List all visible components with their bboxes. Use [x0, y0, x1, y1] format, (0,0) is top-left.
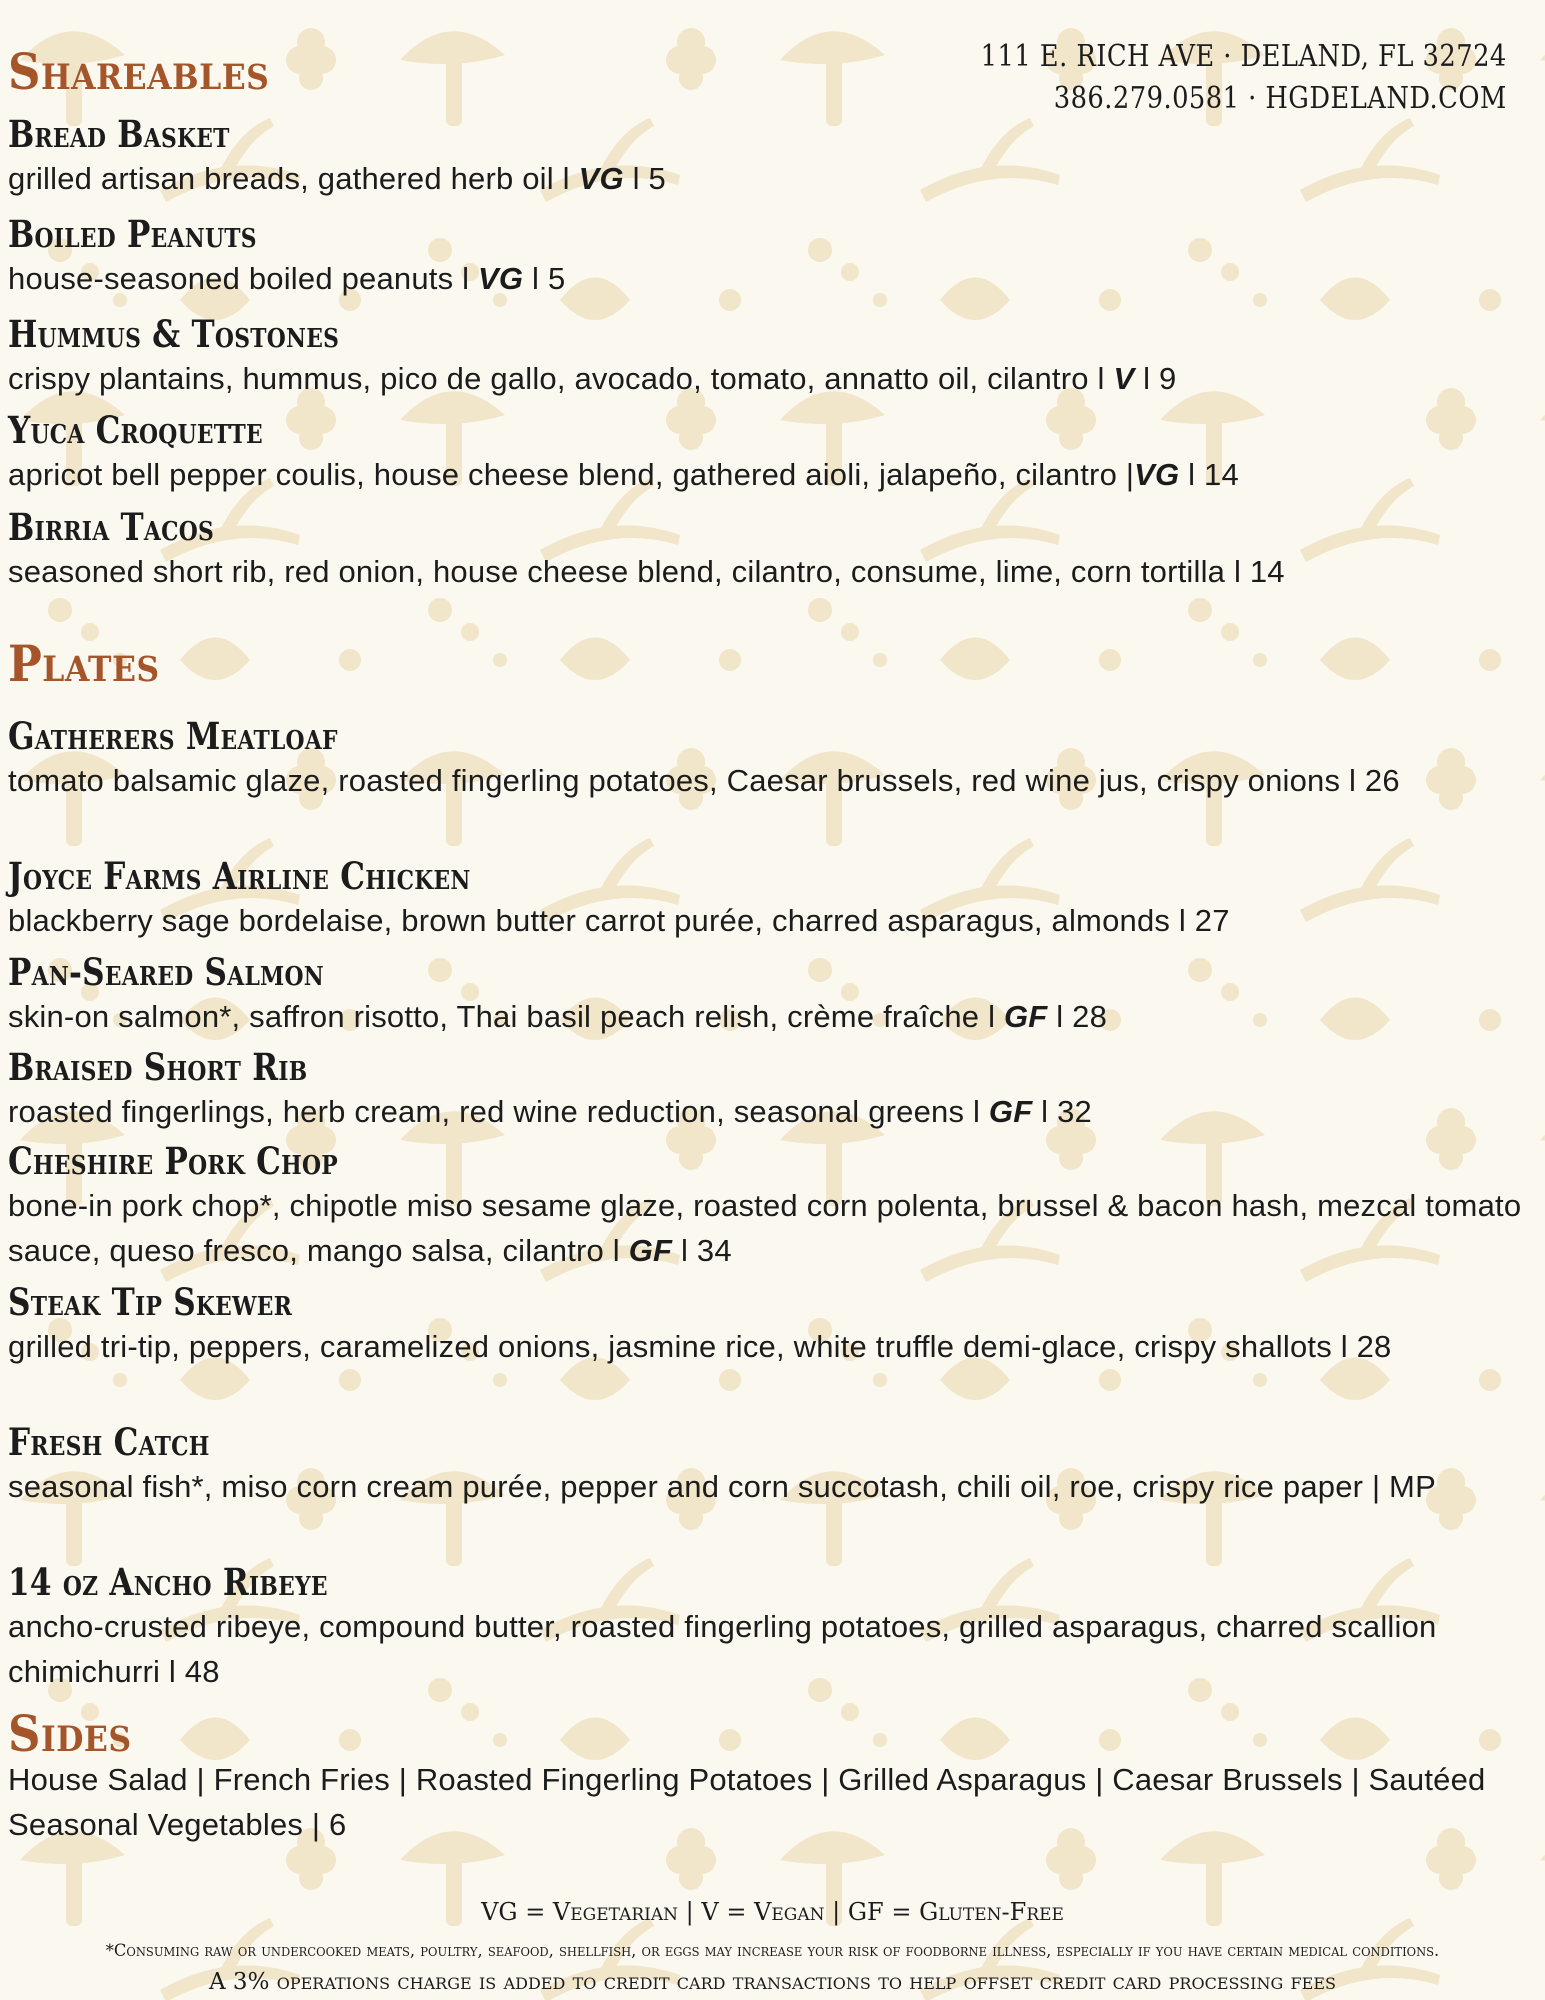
item-description: roasted fingerlings, herb cream, red wine reduction, seasonal greens l GF l 32: [8, 1094, 1092, 1129]
item-description: blackberry sage bordelaise, brown butter carrot purée, charred asparagus, almonds l 27: [8, 903, 1230, 938]
item-description: crispy plantains, hummus, pico de gallo, avocado, tomato, annatto oil, cilantro l V l 9: [8, 361, 1177, 396]
diet-tag: VG: [578, 161, 624, 196]
menu-item: [8, 312, 1538, 401]
credit-card-fee-notice: A 3% operations charge is added to credit card transactions to help offset credit card processing fees: [209, 1969, 1336, 1995]
item-name: Cheshire Pork Chop: [8, 1139, 338, 1183]
item-name: Joyce Farms Airline Chicken: [8, 854, 471, 898]
item-description: grilled artisan breads, gathered herb oil l VG l 5: [8, 161, 666, 196]
menu-item: [8, 1139, 1538, 1273]
diet-tag: GF: [1003, 999, 1048, 1034]
item-description: bone-in pork chop*, chipotle miso sesame glaze, roasted corn polenta, brussel & bacon hash, mezcal tomato sauce, queso fresco, mango salsa, cilantro l GF l 34: [8, 1188, 1522, 1268]
item-description: seasoned short rib, red onion, house cheese blend, cilantro, consume, lime, corn tortilla l 14: [8, 554, 1285, 589]
diet-tag: VG: [478, 261, 524, 296]
item-name: 14 oz Ancho Ribeye: [8, 1560, 328, 1604]
item-name: Hummus & Tostones: [8, 312, 340, 356]
sides-list: [8, 1757, 1538, 1847]
menu-item: [8, 408, 1538, 497]
item-description: skin-on salmon*, saffron risotto, Thai basil peach relish, crème fraîche l GF l 28: [8, 999, 1108, 1034]
section-title-sides: Sides: [8, 1704, 132, 1763]
diet-tag: VG: [1134, 457, 1180, 492]
item-description: ancho-crusted ribeye, compound butter, roasted fingerling potatoes, grilled asparagus, charred scallion chimichurri l 48: [8, 1609, 1437, 1689]
item-name: Braised Short Rib: [8, 1045, 308, 1089]
item-name: Birria Tacos: [8, 505, 215, 549]
menu-item: [8, 854, 1538, 943]
menu-item: [8, 505, 1538, 594]
sides-description: House Salad | French Fries | Roasted Fingerling Potatoes | Grilled Asparagus | Caesar Brussels | Sautéed Seasonal Vegetables | 6: [8, 1762, 1486, 1842]
item-name: Gatherers Meatloaf: [8, 714, 338, 758]
item-name: Fresh Catch: [8, 1420, 210, 1464]
menu-item: [8, 1560, 1538, 1694]
menu-item: [8, 1420, 1538, 1509]
diet-tag: V: [1113, 361, 1135, 396]
diet-tag: GF: [628, 1233, 673, 1268]
menu-item: [8, 1280, 1538, 1369]
item-name: Bread Basket: [8, 112, 230, 156]
item-description: grilled tri-tip, peppers, caramelized onions, jasmine rice, white truffle demi-glace, crispy shallots l 28: [8, 1329, 1392, 1364]
menu-item: [8, 112, 1538, 201]
restaurant-phone-website: 386.279.0581 · HGDELAND.COM: [1053, 81, 1507, 116]
menu-item: [8, 212, 1538, 301]
menu-item: [8, 714, 1538, 803]
item-name: Boiled Peanuts: [8, 212, 257, 256]
item-name: Yuca Croquette: [8, 408, 263, 452]
menu-item: [8, 950, 1538, 1039]
food-safety-disclaimer: *Consuming raw or undercooked meats, poultry, seafood, shellfish, or eggs may increase your risk of foodborne illness, especially if you have certain medical conditions.: [105, 1941, 1440, 1961]
section-title-shareables: Shareables: [8, 42, 270, 101]
menu-item: [8, 1045, 1538, 1134]
item-description: seasonal fish*, miso corn cream purée, pepper and corn succotash, chili oil, roe, crispy rice paper | MP: [8, 1469, 1436, 1504]
dietary-legend: VG = Vegetarian | V = Vegan | GF = Gluten-Free: [481, 1898, 1064, 1926]
item-description: house-seasoned boiled peanuts l VG l 5: [8, 261, 566, 296]
diet-tag: GF: [988, 1094, 1033, 1129]
restaurant-address: 111 E. RICH AVE · DELAND, FL 32724: [980, 39, 1507, 74]
item-name: Steak Tip Skewer: [8, 1280, 293, 1324]
item-description: tomato balsamic glaze, roasted fingerling potatoes, Caesar brussels, red wine jus, crispy onions l 26: [8, 763, 1400, 798]
section-title-plates: Plates: [8, 634, 160, 693]
item-description: apricot bell pepper coulis, house cheese blend, gathered aioli, jalapeño, cilantro |VG l 14: [8, 457, 1239, 492]
item-name: Pan-Seared Salmon: [8, 950, 324, 994]
